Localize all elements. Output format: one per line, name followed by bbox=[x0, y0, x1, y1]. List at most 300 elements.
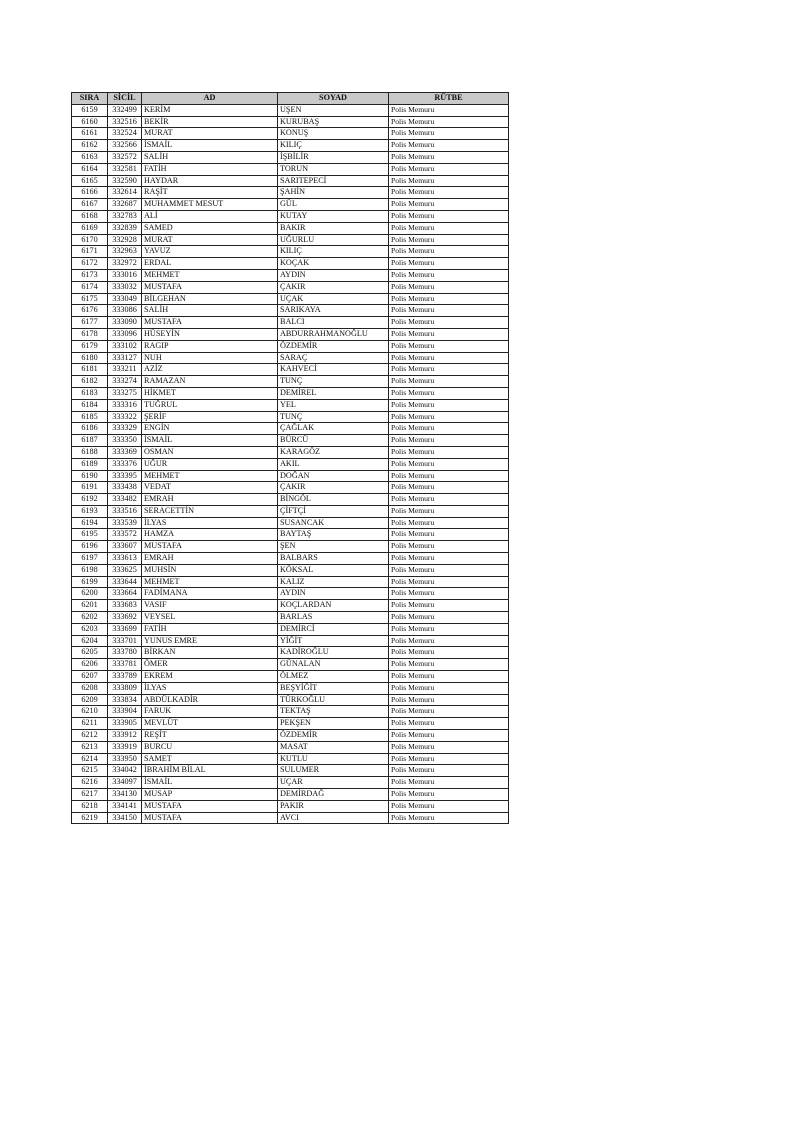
cell-soyad: KUTLU bbox=[278, 753, 389, 765]
table-row bbox=[72, 789, 509, 801]
cell-sicil: 333049 bbox=[108, 293, 142, 305]
cell-sicil: 333322 bbox=[108, 411, 142, 423]
cell-rutbe: Polis Memuru bbox=[389, 588, 509, 600]
cell-rutbe: Polis Memuru bbox=[389, 812, 509, 824]
cell-ad: EKREM bbox=[142, 671, 278, 683]
cell-sira: 6188 bbox=[72, 446, 108, 458]
cell-rutbe: Polis Memuru bbox=[389, 376, 509, 388]
table-body bbox=[72, 104, 509, 824]
cell-rutbe: Polis Memuru bbox=[389, 753, 509, 765]
cell-sira: 6208 bbox=[72, 682, 108, 694]
cell-rutbe: Polis Memuru bbox=[389, 470, 509, 482]
cell-sicil: 333607 bbox=[108, 541, 142, 553]
table-row bbox=[72, 517, 509, 529]
cell-sicil: 333369 bbox=[108, 446, 142, 458]
cell-sicil: 332581 bbox=[108, 163, 142, 175]
cell-soyad: ÖZDEMİR bbox=[278, 340, 389, 352]
cell-rutbe: Polis Memuru bbox=[389, 305, 509, 317]
cell-sicil: 333613 bbox=[108, 553, 142, 565]
cell-soyad: BEŞYİĞİT bbox=[278, 682, 389, 694]
cell-rutbe: Polis Memuru bbox=[389, 800, 509, 812]
cell-sicil: 332516 bbox=[108, 116, 142, 128]
cell-rutbe: Polis Memuru bbox=[389, 682, 509, 694]
cell-sicil: 333376 bbox=[108, 458, 142, 470]
cell-ad: BİRKAN bbox=[142, 647, 278, 659]
cell-rutbe: Polis Memuru bbox=[389, 187, 509, 199]
table-row bbox=[72, 765, 509, 777]
cell-sira: 6197 bbox=[72, 553, 108, 565]
cell-ad: KERİM bbox=[142, 104, 278, 116]
cell-soyad: AVCI bbox=[278, 812, 389, 824]
cell-sira: 6212 bbox=[72, 730, 108, 742]
cell-rutbe: Polis Memuru bbox=[389, 364, 509, 376]
cell-sicil: 333683 bbox=[108, 600, 142, 612]
cell-rutbe: Polis Memuru bbox=[389, 175, 509, 187]
cell-sicil: 333329 bbox=[108, 423, 142, 435]
table-row bbox=[72, 104, 509, 116]
cell-soyad: BAYTAŞ bbox=[278, 529, 389, 541]
cell-rutbe: Polis Memuru bbox=[389, 222, 509, 234]
cell-sira: 6164 bbox=[72, 163, 108, 175]
cell-sira: 6196 bbox=[72, 541, 108, 553]
cell-rutbe: Polis Memuru bbox=[389, 529, 509, 541]
table-row bbox=[72, 175, 509, 187]
cell-ad: İBRAHİM BİLAL bbox=[142, 765, 278, 777]
table-row bbox=[72, 458, 509, 470]
cell-ad: FATİH bbox=[142, 623, 278, 635]
cell-rutbe: Polis Memuru bbox=[389, 328, 509, 340]
cell-sira: 6180 bbox=[72, 352, 108, 364]
cell-soyad: BARLAS bbox=[278, 612, 389, 624]
table-row bbox=[72, 258, 509, 270]
cell-rutbe: Polis Memuru bbox=[389, 387, 509, 399]
cell-sira: 6218 bbox=[72, 800, 108, 812]
cell-sira: 6195 bbox=[72, 529, 108, 541]
cell-rutbe: Polis Memuru bbox=[389, 635, 509, 647]
cell-sira: 6215 bbox=[72, 765, 108, 777]
cell-sira: 6219 bbox=[72, 812, 108, 824]
cell-soyad: GÜNALAN bbox=[278, 659, 389, 671]
table-row bbox=[72, 706, 509, 718]
cell-sicil: 332572 bbox=[108, 151, 142, 163]
cell-ad: VEYSEL bbox=[142, 612, 278, 624]
cell-sira: 6162 bbox=[72, 140, 108, 152]
cell-sicil: 332783 bbox=[108, 210, 142, 222]
cell-soyad: BAKIR bbox=[278, 222, 389, 234]
cell-rutbe: Polis Memuru bbox=[389, 706, 509, 718]
cell-rutbe: Polis Memuru bbox=[389, 210, 509, 222]
cell-rutbe: Polis Memuru bbox=[389, 234, 509, 246]
cell-rutbe: Polis Memuru bbox=[389, 293, 509, 305]
cell-soyad: TÜRKOĞLU bbox=[278, 694, 389, 706]
cell-soyad: SARITEPECİ bbox=[278, 175, 389, 187]
cell-sira: 6194 bbox=[72, 517, 108, 529]
cell-sicil: 333699 bbox=[108, 623, 142, 635]
cell-sira: 6204 bbox=[72, 635, 108, 647]
cell-sicil: 333350 bbox=[108, 435, 142, 447]
cell-soyad: KADİROĞLU bbox=[278, 647, 389, 659]
cell-rutbe: Polis Memuru bbox=[389, 564, 509, 576]
cell-sicil: 334150 bbox=[108, 812, 142, 824]
cell-rutbe: Polis Memuru bbox=[389, 741, 509, 753]
cell-soyad: YİĞİT bbox=[278, 635, 389, 647]
cell-soyad: BALCI bbox=[278, 317, 389, 329]
cell-ad: MURAT bbox=[142, 234, 278, 246]
cell-ad: ABDÜLKADİR bbox=[142, 694, 278, 706]
cell-ad: HÜSEYİN bbox=[142, 328, 278, 340]
table-row bbox=[72, 541, 509, 553]
cell-ad: EMRAH bbox=[142, 494, 278, 506]
cell-sicil: 333482 bbox=[108, 494, 142, 506]
cell-ad: MEHMET bbox=[142, 470, 278, 482]
cell-ad: İLYAS bbox=[142, 517, 278, 529]
cell-rutbe: Polis Memuru bbox=[389, 246, 509, 258]
cell-ad: SAMET bbox=[142, 753, 278, 765]
cell-sira: 6176 bbox=[72, 305, 108, 317]
cell-soyad: TUNÇ bbox=[278, 376, 389, 388]
cell-rutbe: Polis Memuru bbox=[389, 623, 509, 635]
cell-ad: REŞİT bbox=[142, 730, 278, 742]
cell-sicil: 333275 bbox=[108, 387, 142, 399]
cell-sira: 6174 bbox=[72, 281, 108, 293]
cell-ad: TUĞRUL bbox=[142, 399, 278, 411]
cell-soyad: KOÇAK bbox=[278, 258, 389, 270]
cell-soyad: UÇAK bbox=[278, 293, 389, 305]
cell-sira: 6207 bbox=[72, 671, 108, 683]
cell-soyad: BÜRCÜ bbox=[278, 435, 389, 447]
cell-sicil: 333625 bbox=[108, 564, 142, 576]
cell-sicil: 333692 bbox=[108, 612, 142, 624]
cell-sicil: 333127 bbox=[108, 352, 142, 364]
cell-sira: 6211 bbox=[72, 718, 108, 730]
cell-sicil: 333701 bbox=[108, 635, 142, 647]
cell-rutbe: Polis Memuru bbox=[389, 140, 509, 152]
cell-ad: ÖMER bbox=[142, 659, 278, 671]
cell-sira: 6203 bbox=[72, 623, 108, 635]
cell-rutbe: Polis Memuru bbox=[389, 199, 509, 211]
cell-sicil: 332614 bbox=[108, 187, 142, 199]
table-row bbox=[72, 210, 509, 222]
cell-sicil: 332839 bbox=[108, 222, 142, 234]
table-row bbox=[72, 612, 509, 624]
cell-ad: MUSTAFA bbox=[142, 317, 278, 329]
cell-sira: 6187 bbox=[72, 435, 108, 447]
cell-rutbe: Polis Memuru bbox=[389, 446, 509, 458]
cell-sira: 6165 bbox=[72, 175, 108, 187]
cell-sira: 6178 bbox=[72, 328, 108, 340]
cell-sicil: 333950 bbox=[108, 753, 142, 765]
cell-sira: 6172 bbox=[72, 258, 108, 270]
table-row bbox=[72, 352, 509, 364]
cell-sira: 6191 bbox=[72, 482, 108, 494]
cell-soyad: KOÇLARDAN bbox=[278, 600, 389, 612]
cell-ad: RAGIP bbox=[142, 340, 278, 352]
table-row bbox=[72, 671, 509, 683]
cell-ad: YAVUZ bbox=[142, 246, 278, 258]
table-row bbox=[72, 682, 509, 694]
cell-soyad: KILIÇ bbox=[278, 246, 389, 258]
cell-sicil: 333919 bbox=[108, 741, 142, 753]
cell-soyad: ÇAKIR bbox=[278, 482, 389, 494]
cell-sicil: 334141 bbox=[108, 800, 142, 812]
column-header-rutbe: RÜTBE bbox=[389, 93, 509, 105]
cell-sira: 6199 bbox=[72, 576, 108, 588]
table-row bbox=[72, 222, 509, 234]
cell-rutbe: Polis Memuru bbox=[389, 104, 509, 116]
cell-ad: MEHMET bbox=[142, 576, 278, 588]
cell-soyad: ŞAHİN bbox=[278, 187, 389, 199]
cell-soyad: MASAT bbox=[278, 741, 389, 753]
table-row bbox=[72, 116, 509, 128]
table-row bbox=[72, 482, 509, 494]
cell-sira: 6175 bbox=[72, 293, 108, 305]
cell-soyad: KONUŞ bbox=[278, 128, 389, 140]
cell-soyad: ÇAKIR bbox=[278, 281, 389, 293]
cell-rutbe: Polis Memuru bbox=[389, 258, 509, 270]
cell-ad: SALİH bbox=[142, 305, 278, 317]
cell-ad: MURAT bbox=[142, 128, 278, 140]
table-row bbox=[72, 328, 509, 340]
cell-sicil: 333032 bbox=[108, 281, 142, 293]
cell-ad: MUSAP bbox=[142, 789, 278, 801]
cell-sicil: 333781 bbox=[108, 659, 142, 671]
cell-sira: 6205 bbox=[72, 647, 108, 659]
cell-sicil: 332566 bbox=[108, 140, 142, 152]
cell-ad: SAMED bbox=[142, 222, 278, 234]
cell-sira: 6159 bbox=[72, 104, 108, 116]
cell-rutbe: Polis Memuru bbox=[389, 435, 509, 447]
cell-sicil: 333904 bbox=[108, 706, 142, 718]
cell-sicil: 333086 bbox=[108, 305, 142, 317]
cell-sira: 6167 bbox=[72, 199, 108, 211]
cell-ad: MUHSİN bbox=[142, 564, 278, 576]
cell-sira: 6168 bbox=[72, 210, 108, 222]
cell-sira: 6198 bbox=[72, 564, 108, 576]
cell-rutbe: Polis Memuru bbox=[389, 116, 509, 128]
table-row bbox=[72, 128, 509, 140]
cell-sicil: 332972 bbox=[108, 258, 142, 270]
table-row bbox=[72, 529, 509, 541]
table-row bbox=[72, 163, 509, 175]
cell-soyad: AYDIN bbox=[278, 269, 389, 281]
cell-soyad: UŞEN bbox=[278, 104, 389, 116]
table-row bbox=[72, 423, 509, 435]
cell-rutbe: Polis Memuru bbox=[389, 777, 509, 789]
cell-ad: UĞUR bbox=[142, 458, 278, 470]
cell-ad: HAMZA bbox=[142, 529, 278, 541]
cell-soyad: ÇAĞLAK bbox=[278, 423, 389, 435]
cell-rutbe: Polis Memuru bbox=[389, 281, 509, 293]
cell-rutbe: Polis Memuru bbox=[389, 576, 509, 588]
cell-rutbe: Polis Memuru bbox=[389, 128, 509, 140]
cell-soyad: SARAÇ bbox=[278, 352, 389, 364]
table-row bbox=[72, 777, 509, 789]
table-row bbox=[72, 364, 509, 376]
table-row bbox=[72, 376, 509, 388]
cell-sicil: 332687 bbox=[108, 199, 142, 211]
cell-sicil: 333780 bbox=[108, 647, 142, 659]
cell-rutbe: Polis Memuru bbox=[389, 163, 509, 175]
table-row bbox=[72, 812, 509, 824]
cell-rutbe: Polis Memuru bbox=[389, 647, 509, 659]
table-row bbox=[72, 411, 509, 423]
cell-sira: 6213 bbox=[72, 741, 108, 753]
cell-rutbe: Polis Memuru bbox=[389, 612, 509, 624]
cell-ad: RAMAZAN bbox=[142, 376, 278, 388]
cell-ad: NUH bbox=[142, 352, 278, 364]
table-row bbox=[72, 564, 509, 576]
cell-sira: 6206 bbox=[72, 659, 108, 671]
cell-sicil: 333789 bbox=[108, 671, 142, 683]
table-row bbox=[72, 753, 509, 765]
cell-rutbe: Polis Memuru bbox=[389, 671, 509, 683]
cell-sicil: 334130 bbox=[108, 789, 142, 801]
cell-rutbe: Polis Memuru bbox=[389, 541, 509, 553]
table-row bbox=[72, 553, 509, 565]
cell-ad: MUSTAFA bbox=[142, 541, 278, 553]
cell-sira: 6217 bbox=[72, 789, 108, 801]
cell-soyad: ABDURRAHMANOĞLU bbox=[278, 328, 389, 340]
cell-ad: BEKİR bbox=[142, 116, 278, 128]
cell-sicil: 332524 bbox=[108, 128, 142, 140]
table-row bbox=[72, 623, 509, 635]
cell-ad: FARUK bbox=[142, 706, 278, 718]
cell-ad: BİLGEHAN bbox=[142, 293, 278, 305]
cell-soyad: BİNGÖL bbox=[278, 494, 389, 506]
cell-sira: 6200 bbox=[72, 588, 108, 600]
cell-sicil: 333516 bbox=[108, 505, 142, 517]
cell-sira: 6179 bbox=[72, 340, 108, 352]
cell-rutbe: Polis Memuru bbox=[389, 482, 509, 494]
cell-rutbe: Polis Memuru bbox=[389, 458, 509, 470]
table-row bbox=[72, 399, 509, 411]
cell-sicil: 333809 bbox=[108, 682, 142, 694]
cell-rutbe: Polis Memuru bbox=[389, 352, 509, 364]
cell-sicil: 334042 bbox=[108, 765, 142, 777]
cell-sira: 6169 bbox=[72, 222, 108, 234]
cell-soyad: DOĞAN bbox=[278, 470, 389, 482]
table-row bbox=[72, 588, 509, 600]
table-row bbox=[72, 659, 509, 671]
cell-rutbe: Polis Memuru bbox=[389, 317, 509, 329]
cell-sicil: 332590 bbox=[108, 175, 142, 187]
table-row bbox=[72, 246, 509, 258]
cell-soyad: TEKTAŞ bbox=[278, 706, 389, 718]
cell-ad: BURCU bbox=[142, 741, 278, 753]
cell-sira: 6186 bbox=[72, 423, 108, 435]
cell-sira: 6216 bbox=[72, 777, 108, 789]
cell-sira: 6182 bbox=[72, 376, 108, 388]
cell-sira: 6192 bbox=[72, 494, 108, 506]
cell-ad: SERACETTİN bbox=[142, 505, 278, 517]
cell-rutbe: Polis Memuru bbox=[389, 789, 509, 801]
cell-sicil: 333905 bbox=[108, 718, 142, 730]
cell-ad: HİKMET bbox=[142, 387, 278, 399]
cell-rutbe: Polis Memuru bbox=[389, 765, 509, 777]
table-row bbox=[72, 647, 509, 659]
cell-soyad: DEMİREL bbox=[278, 387, 389, 399]
table-row bbox=[72, 140, 509, 152]
cell-ad: MUSTAFA bbox=[142, 281, 278, 293]
cell-soyad: UĞURLU bbox=[278, 234, 389, 246]
cell-sicil: 333096 bbox=[108, 328, 142, 340]
cell-ad: VASIF bbox=[142, 600, 278, 612]
cell-sira: 6166 bbox=[72, 187, 108, 199]
table-row bbox=[72, 234, 509, 246]
cell-ad: İSMAİL bbox=[142, 777, 278, 789]
cell-soyad: KURUBAŞ bbox=[278, 116, 389, 128]
cell-soyad: İŞBİLİR bbox=[278, 151, 389, 163]
cell-rutbe: Polis Memuru bbox=[389, 600, 509, 612]
column-header-sicil: SİCİL bbox=[108, 93, 142, 105]
cell-sira: 6184 bbox=[72, 399, 108, 411]
cell-rutbe: Polis Memuru bbox=[389, 411, 509, 423]
cell-soyad: KÖKSAL bbox=[278, 564, 389, 576]
cell-ad: MUSTAFA bbox=[142, 800, 278, 812]
column-header-ad: AD bbox=[142, 93, 278, 105]
cell-rutbe: Polis Memuru bbox=[389, 659, 509, 671]
cell-sira: 6170 bbox=[72, 234, 108, 246]
cell-rutbe: Polis Memuru bbox=[389, 269, 509, 281]
cell-rutbe: Polis Memuru bbox=[389, 399, 509, 411]
cell-ad: FATİH bbox=[142, 163, 278, 175]
cell-sira: 6201 bbox=[72, 600, 108, 612]
cell-sira: 6202 bbox=[72, 612, 108, 624]
column-header-soyad: SOYAD bbox=[278, 93, 389, 105]
cell-ad: MUSTAFA bbox=[142, 812, 278, 824]
cell-sicil: 333572 bbox=[108, 529, 142, 541]
table-row bbox=[72, 281, 509, 293]
cell-sicil: 332963 bbox=[108, 246, 142, 258]
cell-soyad: AKIL bbox=[278, 458, 389, 470]
cell-soyad: KILIÇ bbox=[278, 140, 389, 152]
cell-ad: MEVLÜT bbox=[142, 718, 278, 730]
cell-soyad: SULUMER bbox=[278, 765, 389, 777]
cell-sicil: 333274 bbox=[108, 376, 142, 388]
table-row bbox=[72, 293, 509, 305]
cell-ad: AZİZ bbox=[142, 364, 278, 376]
cell-ad: RAŞİT bbox=[142, 187, 278, 199]
cell-sira: 6190 bbox=[72, 470, 108, 482]
table-row bbox=[72, 199, 509, 211]
cell-sicil: 333395 bbox=[108, 470, 142, 482]
cell-sira: 6210 bbox=[72, 706, 108, 718]
cell-rutbe: Polis Memuru bbox=[389, 517, 509, 529]
cell-sira: 6171 bbox=[72, 246, 108, 258]
cell-soyad: KARAGÖZ bbox=[278, 446, 389, 458]
cell-ad: SALİH bbox=[142, 151, 278, 163]
cell-sicil: 333438 bbox=[108, 482, 142, 494]
cell-rutbe: Polis Memuru bbox=[389, 553, 509, 565]
cell-sicil: 333912 bbox=[108, 730, 142, 742]
cell-sicil: 332499 bbox=[108, 104, 142, 116]
cell-sira: 6181 bbox=[72, 364, 108, 376]
cell-soyad: SUSANCAK bbox=[278, 517, 389, 529]
cell-rutbe: Polis Memuru bbox=[389, 718, 509, 730]
cell-ad: MEHMET bbox=[142, 269, 278, 281]
cell-soyad: KUTAY bbox=[278, 210, 389, 222]
cell-sicil: 333664 bbox=[108, 588, 142, 600]
table-row bbox=[72, 317, 509, 329]
cell-rutbe: Polis Memuru bbox=[389, 423, 509, 435]
table-row bbox=[72, 800, 509, 812]
cell-sira: 6193 bbox=[72, 505, 108, 517]
cell-sicil: 333539 bbox=[108, 517, 142, 529]
cell-sicil: 333316 bbox=[108, 399, 142, 411]
cell-soyad: TUNÇ bbox=[278, 411, 389, 423]
column-header-sira: SIRA bbox=[72, 93, 108, 105]
cell-sira: 6183 bbox=[72, 387, 108, 399]
